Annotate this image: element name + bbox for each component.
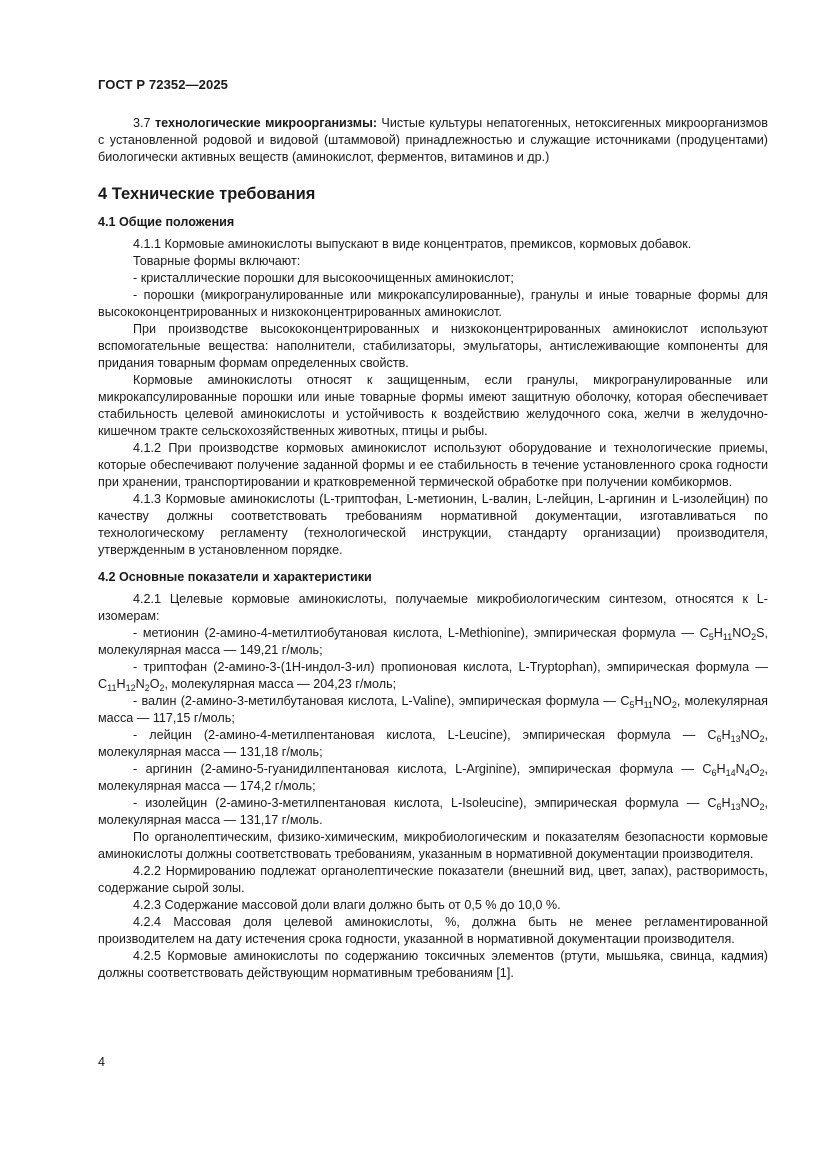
item-text: - триптофан (2-амино-3-(1Н-индол-3-ил) пропионовая кислота, L-Tryptophan), эмпирическая формула — [133, 660, 768, 674]
item-tail: , молекулярная масса — 117,15 г/моль; [98, 694, 768, 725]
paragraph: 4.2.3 Содержание массовой доли влаги должно быть от 0,5 % до 10,0 %. [133, 898, 561, 912]
clause-number: 3.7 [133, 116, 151, 130]
document-body [98, 115, 768, 982]
amino-acid-item [98, 625, 768, 659]
subsection-title-4-2: 4.2 Основные показатели и характеристики [98, 570, 372, 584]
section-title: 4 Технические требования [98, 185, 316, 203]
item-tail: , молекулярная масса — 174,2 г/моль; [98, 762, 769, 793]
paragraph: По органолептическим, физико-химическим, микробиологическим и показателям безопасности кормовые аминокислоты должны соответствовать требованиям, указанным в нормативной документации производителя. [98, 830, 768, 861]
paragraph: 4.1.1 Кормовые аминокислоты выпускают в виде концентратов, премиксов, кормовых добавок. [133, 237, 692, 251]
paragraph: 4.2.4 Массовая доля целевой аминокислоты, %, должна быть не менее регламентированной производителем на дату истечения срока годности, указанной в нормативной документации производителя. [98, 915, 768, 946]
empirical-formula: $C_6H_{14}N_4O_2$ [702, 762, 765, 778]
amino-acid-item [98, 659, 768, 693]
list-item: - кристаллические порошки для высокоочищенных аминокислот; [133, 271, 514, 285]
item-tail: , молекулярная масса — 149,21 г/моль; [98, 626, 769, 657]
item-text: - лейцин (2-амино-4-метилпентановая кислота, L-Leucine), эмпирическая формула — [133, 728, 696, 742]
amino-acid-item [98, 693, 768, 727]
empirical-formula: $C_{11}H_{12}N_2O_2$ [98, 677, 165, 693]
paragraph: При производстве высококонцентрированных и низкоконцентрированных аминокислот используют вспомогательные вещества: наполнители, стабилизаторы, эмульгаторы, антислеживающие компоненты для придания товарным формам определенных свойств. [98, 322, 768, 370]
paragraph: 4.2.2 Нормированию подлежат органолептические показатели (внешний вид, цвет, запах), растворимость, содержание сырой золы. [98, 864, 768, 895]
item-tail: , молекулярная масса — 204,23 г/моль; [164, 677, 397, 691]
page-number: 4 [98, 1055, 106, 1069]
item-tail: , молекулярная масса — 131,18 г/моль; [98, 728, 768, 759]
document-code: ГОСТ Р 72352—2025 [98, 77, 228, 92]
clause-3-7 [98, 115, 768, 166]
item-tail: , молекулярная масса — 131,17 г/моль. [98, 796, 768, 827]
paragraph: 4.1.3 Кормовые аминокислоты (L-триптофан, L-метионин, L-валин, L-лейцин, L-аргинин и L-изолейцин) по качеству должны соответствовать требованиям нормативной документации, изготавливаться по технологическому регламенту (технологической инструкции, стандарту организации) производителя, утвержденным в установленном порядке. [98, 492, 768, 557]
item-text: - изолейцин (2-амино-3-метилпентановая кислота, L-Isoleucine), эмпирическая формула — [133, 796, 700, 810]
item-text: - аргинин (2-амино-5-гуанидилпентановая кислота, L-Arginine), эмпирическая формула — [133, 762, 694, 776]
paragraph: Кормовые аминокислоты относят к защищенным, если гранулы, микрогранулированные или микрокапсулированные порошки или иные товарные формы имеют защитную оболочку, которая обеспечивает стабильность целевой аминокислоты и устойчивость к воздействию желудочного сока, желчи в желудочно-кишечном тракте сельскохозяйственных животных, птицы и рыбы. [98, 373, 768, 438]
empirical-formula: $C_6H_{13}NO_2$ [707, 728, 765, 744]
clause-text: Чистые культуры непатогенных, нетоксигенных микроорганизмов с установленной родовой и видовой (штаммовой) принадлежностью и служащие источниками (продуцентами) биологически активных веществ (аминокислот, ферментов, витаминов и др.) [98, 116, 768, 164]
empirical-formula: $C_6H_{13}NO_2$ [707, 796, 765, 812]
amino-acid-item [98, 761, 768, 795]
paragraph: 4.2.5 Кормовые аминокислоты по содержанию токсичных элементов (ртути, мышьяка, свинца, кадмия) должны соответствовать действующим нормативным требованиям [1]. [98, 949, 768, 980]
amino-acid-item [98, 795, 768, 829]
paragraph: 4.2.1 Целевые кормовые аминокислоты, получаемые микробиологическим синтезом, относятся к L-изомерам: [98, 592, 768, 623]
subsection-title-4-1: 4.1 Общие положения [98, 215, 235, 229]
empirical-formula: $C_5H_{11}NO_2$ [620, 694, 677, 710]
item-text: - валин (2-амино-3-метилбутановая кислота, L-Valine), эмпирическая формула — [133, 694, 617, 708]
empirical-formula: $C_5H_{11}NO_2S$ [699, 626, 765, 642]
paragraph: 4.1.2 При производстве кормовых аминокислот используют оборудование и технологические приемы, которые обеспечивают получение заданной формы и ее стабильность в течение установленного срока годности при хранении, транспортировании и кратковременной термической обработке при получении комбикормов. [98, 441, 768, 489]
amino-acid-item [98, 727, 768, 761]
item-text: - метионин (2-амино-4-метилтиобутановая кислота, L-Methionine), эмпирическая формула — [133, 626, 694, 640]
list-item: - порошки (микрогранулированные или микрокапсулированные), гранулы и иные товарные формы для высококонцентрированных и низкоконцентрированных аминокислот. [98, 288, 768, 319]
clause-term: технологические микроорганизмы: [154, 116, 378, 130]
paragraph: Товарные формы включают: [133, 254, 301, 268]
